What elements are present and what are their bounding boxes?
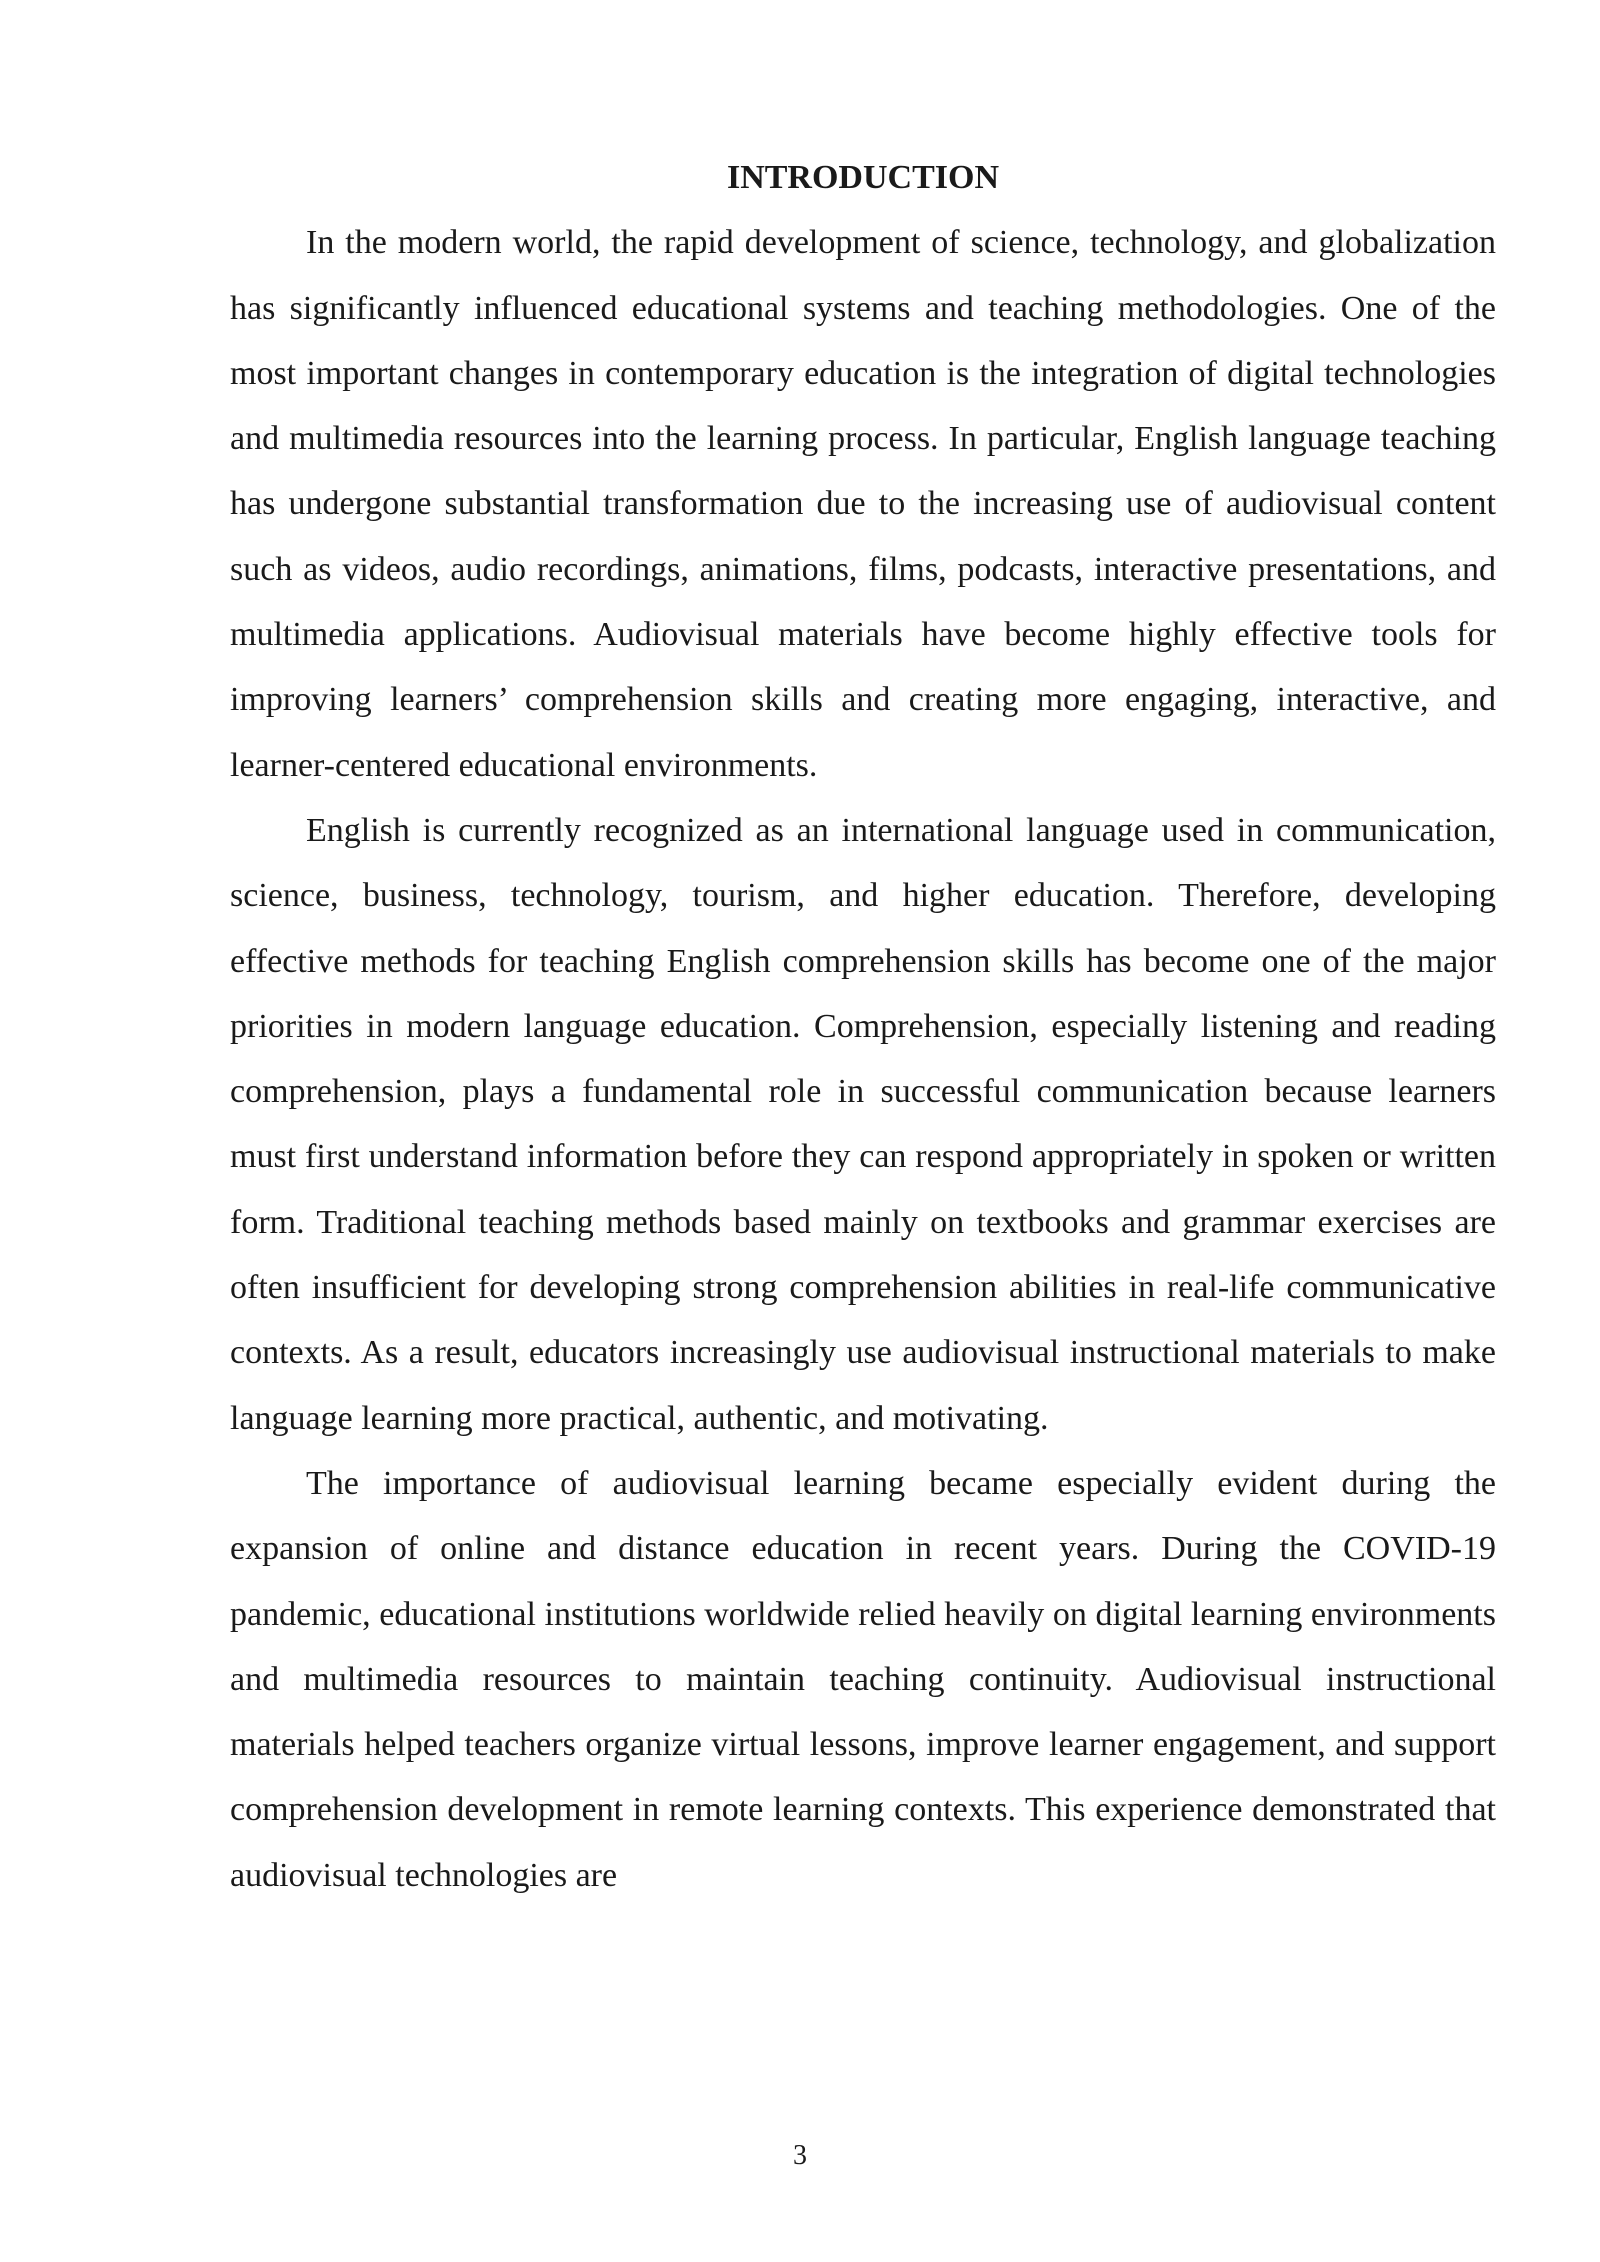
page-number: 3	[793, 2140, 807, 2171]
section-heading: INTRODUCTION	[726, 159, 1000, 196]
paragraph-3: The importance of audiovisual learning became especially evident during the expansion of online and distance education in recent years. During the COVID-19 pandemic, educational institutions worldwide relied heavily on digital learning environments and multimedia resources to maintain teaching continuity. Audiovisual instructional materials helped teachers organize virtual lessons, improve learner engagement, and support comprehension development in remote learning contexts. This experience demonstrated that audiovisual technologies are	[230, 1464, 1496, 1894]
paragraph-2: English is currently recognized as an international language used in communication, science, business, technology, tourism, and higher education. Therefore, developing effective methods for teaching English comprehension skills has become one of the major priorities in modern language education. Comprehension, especially listening and reading comprehension, plays a fundamental role in successful communication because learners must first understand information before they can respond appropriately in spoken or written form. Traditional teaching methods based mainly on textbooks and grammar exercises are often insufficient for developing strong comprehension abilities in real-life communicative contexts. As a result, educators increasingly use audiovisual instructional materials to make language learning more practical, authentic, and motivating.	[230, 811, 1496, 1437]
body-text	[230, 145, 1496, 1908]
paragraph-1: In the modern world, the rapid development of science, technology, and globalization has significantly influenced educational systems and teaching methodologies. One of the most important changes in contemporary education is the integration of digital technologies and multimedia resources into the learning process. In particular, English language teaching has undergone substantial transformation due to the increasing use of audiovisual content such as videos, audio recordings, animations, films, podcasts, interactive presentations, and multimedia applications. Audiovisual materials have become highly effective tools for improving learners’ comprehension skills and creating more engaging, interactive, and learner-centered educational environments.	[230, 224, 1496, 784]
